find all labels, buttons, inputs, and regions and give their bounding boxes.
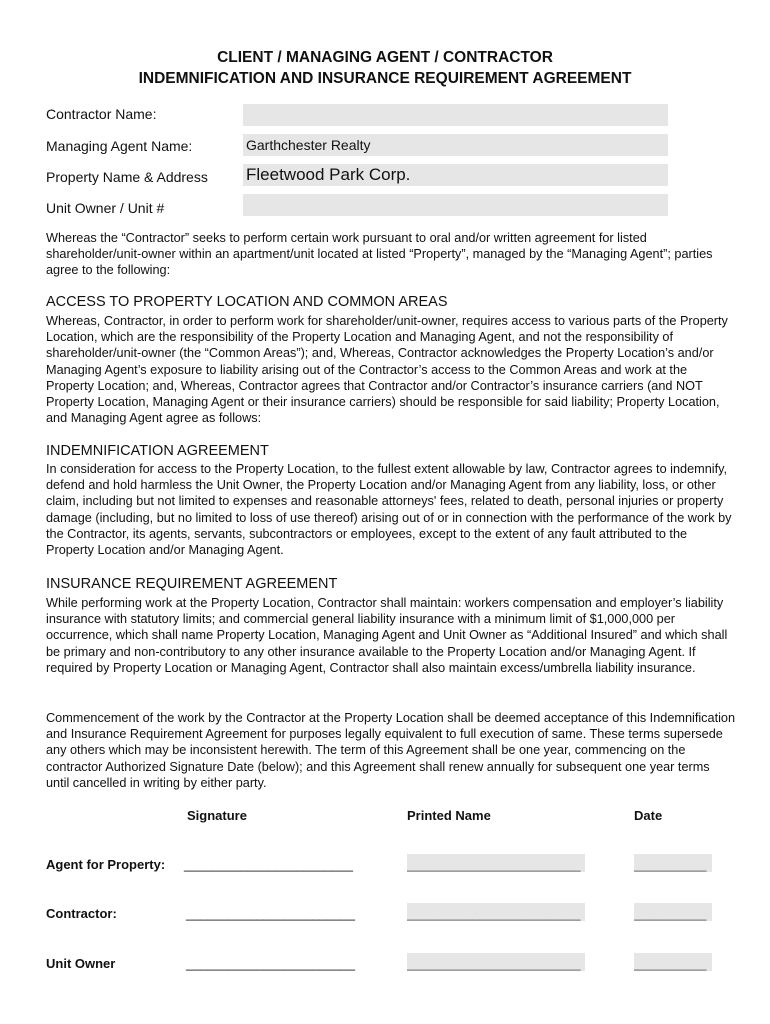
unit-owner-sig-label: Unit Owner xyxy=(46,956,116,971)
commencement-paragraph: Commencement of the work by the Contractor at the Property Location shall be deemed acceptance of this Indemnification and Insurance Requirement Agreement for purposes legally equivalent to full execution of same. These terms supersede any others which may be inconsistent herewith. The term of this Agreement shall be one year, commencing on the contractor Authorized Signature Date (below); and this Agreement shall renew annually for subsequent one year terms until cancelled in writing by either party. xyxy=(46,711,736,790)
title-line-2: INDEMNIFICATION AND INSURANCE REQUIREMENT AGREEMENT xyxy=(138,70,632,87)
contractor-label: Contractor: xyxy=(46,906,117,921)
unit-owner-date-field[interactable]: __________ xyxy=(634,953,712,971)
contractor-date-field[interactable]: __________ xyxy=(634,903,712,921)
property-field[interactable]: Fleetwood Park Corp. xyxy=(243,164,668,186)
contractor-name-field[interactable] xyxy=(243,104,668,126)
unit-owner-field[interactable] xyxy=(243,194,668,216)
agent-date-field[interactable]: __________ xyxy=(634,854,712,872)
indemnification-heading: INDEMNIFICATION AGREEMENT xyxy=(46,443,269,459)
agent-printed-name-field[interactable]: ________________________ xyxy=(407,854,585,872)
contractor-signature-line[interactable]: ________________________ xyxy=(186,906,355,921)
managing-agent-label: Managing Agent Name: xyxy=(46,138,193,154)
agent-signature-line[interactable]: ________________________ xyxy=(184,857,353,872)
contractor-printed-name-field[interactable]: ________________________ xyxy=(407,903,585,921)
insurance-paragraph: While performing work at the Property Location, Contractor shall maintain: workers compensation and employer’s liability insurance with statutory limits; and commercial general liability insurance with a minimum limit of $1,000,000 per occurrence, which shall name Property Location, Managing Agent and Unit Owner as “Additional Insured” and which shall be primary and non-contributory to any other insurance available to the Property Location and/or Managing Agent. If required by Property Location or Managing Agent, Contractor shall also maintain excess/umbrella liability insurance. xyxy=(46,596,728,675)
indemnification-paragraph: In consideration for access to the Property Location, to the fullest extent allowable by law, Contractor agrees to indemnify, defend and hold harmless the Unit Owner, the Property Location and/or Managing Agent from any liability, loss, or other claim, including but not limited to expenses and reasonable attorneys' fees, related to death, personal injuries or property damage (including, but no limited to loss of use thereof) arising out of or in connection with the performance of the work by the Contractor, its agents, servants, subcontractors or employees, except to the extent of any fault attributed to the Property Location and/or Managing Agent. xyxy=(46,462,732,558)
title-line-1: CLIENT / MANAGING AGENT / CONTRACTOR xyxy=(217,49,553,66)
printed-name-header: Printed Name xyxy=(407,808,491,823)
unit-owner-signature-line[interactable]: ________________________ xyxy=(186,956,355,971)
intro-paragraph: Whereas the “Contractor” seeks to perform certain work pursuant to oral and/or written agreement for listed shareholder/unit-owner within an apartment/unit located at listed “Property”, managed by the “Managing Agent”; parties agree to the following: xyxy=(46,231,713,278)
unit-owner-label: Unit Owner / Unit # xyxy=(46,200,165,216)
contractor-name-label: Contractor Name: xyxy=(46,106,157,122)
unit-owner-printed-name-field[interactable]: ________________________ xyxy=(407,953,585,971)
access-heading: ACCESS TO PROPERTY LOCATION AND COMMON AREAS xyxy=(46,294,448,310)
access-paragraph: Whereas, Contractor, in order to perform work for shareholder/unit-owner, requires access to various parts of the Property Location, which are the responsibility of the Property Location and Managing Agent, and not the responsibility of shareholder/unit-owner (the “Common Areas”); and, Whereas, Contractor acknowledges the Property Location’s and/or Managing Agent’s exposure to liability arising out of the Contractor’s access to the Common Areas and work at the Property Location; and, Whereas, Contractor agrees that Contractor and/or Contractor’s insurance carriers (and NOT Property Location, Managing Agent or their insurance carriers) should be responsible for said liability; Property Location, and Managing Agent agree as follows: xyxy=(46,314,728,426)
signature-header: Signature xyxy=(187,808,247,823)
managing-agent-field[interactable]: Garthchester Realty xyxy=(243,134,668,156)
agent-for-property-label: Agent for Property: xyxy=(46,857,166,872)
property-label: Property Name & Address xyxy=(46,169,208,185)
date-header: Date xyxy=(634,808,663,823)
insurance-heading: INSURANCE REQUIREMENT AGREEMENT xyxy=(46,576,338,592)
